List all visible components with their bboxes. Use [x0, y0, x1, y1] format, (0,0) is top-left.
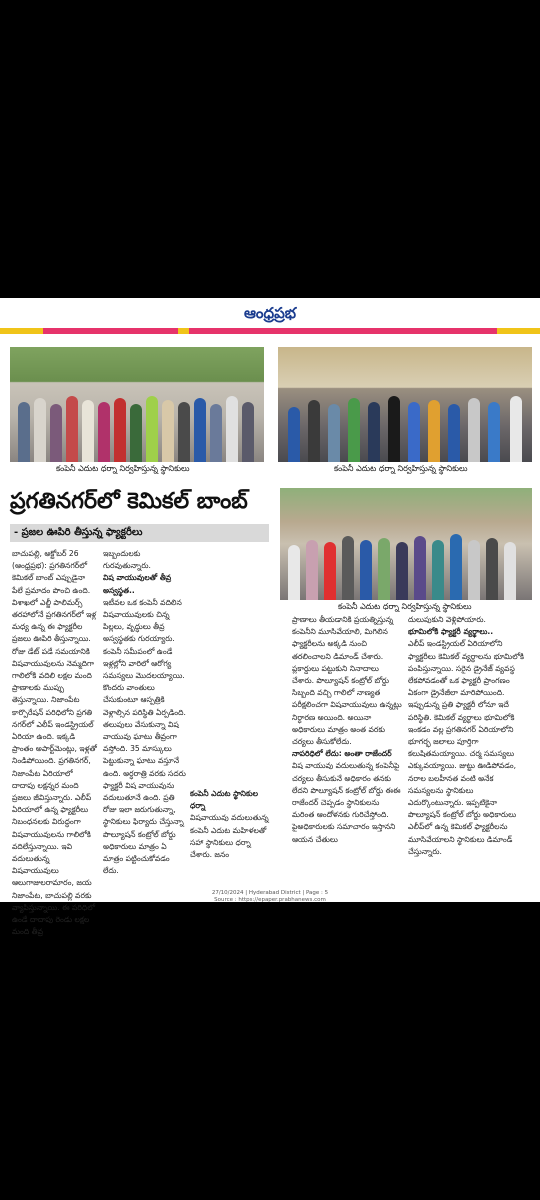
column-4-subheading: నాపరిధిలో లేదు: అంతా రాజేందర్ — [292, 749, 392, 759]
masthead — [0, 298, 540, 336]
photo-caption-3: కంపెనీ ఎదుట ధర్నా నిర్వహిస్తున్న స్థానికులు — [338, 602, 472, 611]
column-5-text: దులుపుకుని వెళ్లిపోయారు. — [408, 615, 486, 624]
article-column-4 — [292, 614, 402, 874]
photo-caption-2: కంపెనీ ఎదుట ధర్నా నిర్వహిస్తున్న స్థానికులు — [334, 464, 468, 473]
protest-photo-2 — [278, 347, 532, 462]
protest-photo-1 — [10, 347, 264, 462]
protest-photo-3 — [280, 488, 532, 600]
column-5-text-b: ఎలీప్ ఇండస్ట్రియల్ ఏరియాలోని ఫ్యాక్టరీలు కెమికల్ వ్యర్థాలను భూమిలోకి పంపిస్తున్నాయి. సరైన డ్రైనేజ్ వ్యవస్థ లేకపోవడంతో ఒక ఫ్యాక్టరీ ప్రాంగణం ఏకంగా డ్రైనేజీలా మారిపోయింది. ఇప్పుడున్న ప్రతి ఫ్యాక్టరీ లోనూ ఇదే పరిస్థితి. కెమికల్ వ్యర్థాలు భూమిలోకి ఇంకడం వల్ల ప్రగతినగర్ ఏరియాలోని భూగర్భ జలాలు పూర్తిగా కలుషితమయ్యాయి. చర్మ సమస్యలు ఎక్కువయ్యాయి. జుట్టు ఊడిపోవడం, నరాల బలహీనత వంటి అనేక సమస్యలను స్థానికులు ఎదుర్కొంటున్నారు. ఇప్పటికైనా పొల్యూషన్ కంట్రోల్ బోర్డు అధికారులు ఎలీప్‌లో ఉన్న కెమికల్ ఫ్యాక్టరీలను మూసివేయాలని స్థానికులు డిమాండ్ చేస్తున్నారు. — [408, 639, 525, 856]
article-column-2 — [103, 548, 186, 876]
photo-caption-1: కంపెనీ ఎదుట ధర్నా నిర్వహిస్తున్న స్థానికులు — [56, 464, 190, 473]
article-column-3 — [190, 788, 272, 858]
newspaper-logo: ఆంధ్రప్రభ — [243, 304, 297, 322]
article-subheadline: - ప్రజల ఊపిరి తీస్తున్న ఫ్యాక్టరీలు — [10, 524, 269, 542]
newspaper-page — [0, 298, 540, 937]
column-2-text-b: ఇటీవల ఒక కంపెనీ వదిలిన విషవాయువులకు చిన్న పిల్లలు, వృద్ధులు తీవ్ర అస్వస్థతకు గురయ్యారు. కంపెనీ సమీపంలో ఉండే ఇళ్లల్లోని వారిలో ఆరోగ్య సమస్యలు మొదలయ్యాయి. కొందరు వాంతులు చేసుకుంటూ ఆస్పత్రికి వెళ్లాల్సిన పరిస్థితి ఏర్పడింది. తలుపులు వేసుకున్నా విష వాయువు ఘాటు తీవ్రంగా వస్తోంది. 35 మాస్కులు పెట్టుకున్నా ఘాటు వస్తూనే ఉంది. అర్ధరాత్రి వరకు సదరు ఫ్యాక్టరీ విష వాయువును వదులుతూనే ఉంది. ప్రతి రోజు ఇలా జరుగుతున్నా, స్థానికులు ఫిర్యాదు చేస్తున్నా పొల్యూషన్ కంట్రోల్ బోర్డు అధికారులు మాత్రం ఏ మాత్రం పట్టించుకోవడం లేదు. — [103, 597, 186, 876]
page-footer — [0, 890, 540, 904]
article-column-5 — [408, 614, 530, 874]
article-headline: ప్రగతినగర్‌లో కెమికల్ బాంబ్ — [10, 489, 248, 514]
column-2-text: ఇబ్బందులకు గురవుతున్నారు. — [103, 549, 151, 571]
column-1-text: బాచుపల్లి, అక్టోబర్ 26 (ఆంధ్రప్రభ): ప్రగతినగర్‌లో కెమికల్ బాంబ్ ఎప్పుడైనా పేలే ప్రమాదం పొంచి ఉంది. విశాఖలో ఎల్జీ పాలిమర్స్ తరహాలోనే ప్రగతినగర్‌లో ఇళ్ల మధ్య ఉన్న ఈ ఫ్యాక్టరీల ప్రజలు ఊపిరి తీస్తున్నాయి. రోజు డేట్ పడే సమయానికి విషవాయువులను నెమ్మదిగా గాలిలోకి వదిలి లక్షల మంది ప్రాణాలకు ముప్పు తెస్తున్నాయి. నిజాంపేట కార్పొరేషన్ పరిధిలోని ప్రగతి నగర్‌లో ఎలీప్ ఇండస్ట్రియల్ ఏరియా ఉంది. ఇక్కడి ప్రాంతం అపార్ట్‌మెంట్లు, ఇళ్లతో నిండిపోయింది. ప్రగతినగర్, నిజాంపేట ఏరియాలో దాదాపు లక్షన్నర మంది ప్రజలు జీవిస్తున్నారు. ఎలీప్ ఏరియాలో ఉన్న ఫ్యాక్టరీలు నిబంధనలకు విరుద్ధంగా విషవాయువులను గాలిలోకి వదిలేస్తున్నాయి. ఇవి వదులుతున్న విషవాయువులు ఆలుగాజులరామారం, జయ నిజాంపేట, బాచుపల్లి వరకు వ్యాపిస్తున్నాయి. ఈ పరిధిలో ఉండే దాదాపు రెండు లక్షల మంది తీవ్ర — [12, 549, 97, 937]
footer-date-line: 27/10/2024 | Hyderabad District | Page : 5 — [211, 890, 329, 896]
column-3-text: విషవాయువు వదులుతున్న కంపెనీ ఎదుట మహిళలతో సహా స్థానికులు ధర్నా చేశారు. జనం — [190, 813, 269, 860]
footer-source-line: Source : https://epaper.prabhanews.com — [214, 897, 326, 903]
column-4-text: ప్రాణాలు తీయడానికి ప్రయత్నిస్తున్న కంపెనీని మూసివేయాలి, మిగిలిన ఫ్యాక్టరీలను అక్కడి నుంచి తరలించాలని డిమాండ్ చేశారు. ప్లకార్డులు పట్టుకుని నినాదాలు చేశారు. పొల్యూషన్ కంట్రోల్ బోర్డు సిబ్బంది వచ్చి గాలిలో నాణ్యత పరీక్షలించగా విషవాయువులు ఉన్నట్లు నిర్ధారణ అయింది. అయినా అధికారులు మాత్రం అంత వరకు చర్యలు తీసుకోలేదు. — [292, 615, 402, 747]
column-3-subheading: కంపెనీ ఎదుట స్థానికుల ధర్నా — [190, 789, 258, 811]
article-column-1 — [12, 548, 97, 937]
column-4-text-b: విష వాయువు వదులుతున్న కంపెనీపై చర్యలు తీసుకునే అధికారం తనకు లేదని పొల్యూషన్ కంట్రోల్ బోర్డు ఈఈ రాజేందర్ చెప్పడం స్థానికులను మరింత ఆందోళనకు గురిచేస్తోంది. పైఅధికారులకు సమాచారం ఇస్తానని ఆయన చేతులు — [292, 761, 401, 844]
column-2-subheading: విష వాయువులతో తీవ్ర అస్వస్థత.. — [103, 573, 172, 595]
column-5-subheading: భూమిలోకి ఫ్యాక్టరీ వ్యర్థాలు.. — [408, 627, 494, 637]
masthead-color-band — [0, 328, 540, 334]
